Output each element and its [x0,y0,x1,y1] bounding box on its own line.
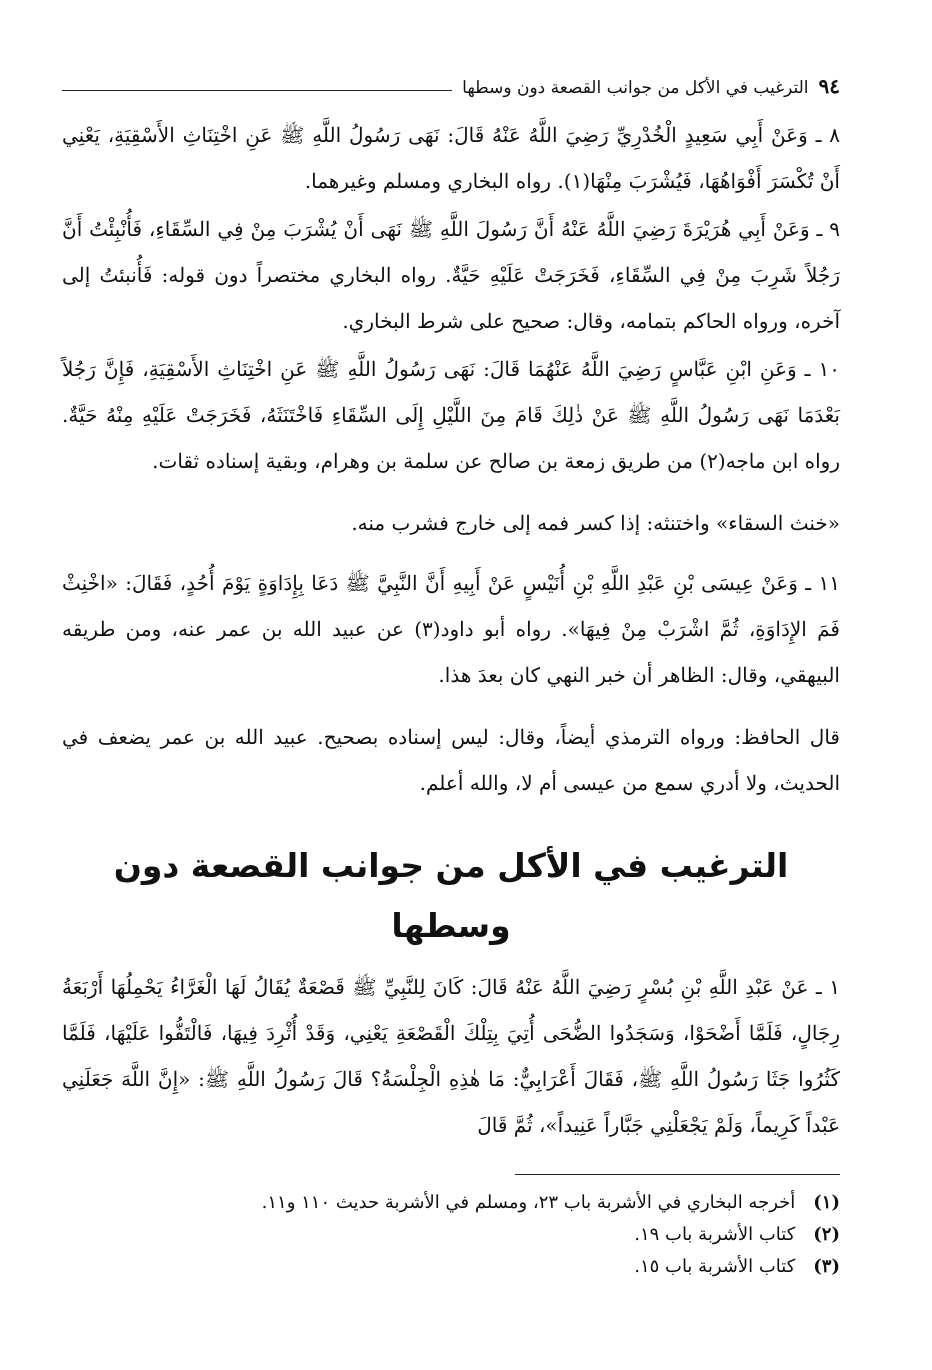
gloss-note: «خنث السقاء» واختنثه: إذا كسر فمه إلى خارج فشرب منه. [351,511,840,535]
section-hadith-1: ١ ـ عَنْ عَبْدِ اللَّهِ بْنِ بُسْرٍ رَضِيَ اللَّهُ عَنْهُ قَالَ: كَانَ لِلنَّبِيِّ ﷺ قَصْعَةٌ يُقَالُ لَهَا الْغَرَّاءُ يَحْمِلُهَا أَرْبَعَةُ رِجَالٍ، فَلَمَّا أَضْحَوْا، وَسَجَدُوا الضُّحَى أُتِيَ بِتِلْكَ الْقَصْعَةِ يَعْنِي، وَقَدْ أُثْرِدَ فِيهَا، فَالْتَفُّوا عَلَيْهَا، فَلَمَّا كَثُرُوا جَثَا رَسُولُ اللَّهِ ﷺ، فَقَالَ أَعْرَابِيٌّ: مَا هٰذِهِ الْجِلْسَةُ؟ قَالَ رَسُولُ اللَّهِ ﷺ: «إِنَّ اللَّهَ جَعَلَنِي عَبْداً كَرِيماً، وَلَمْ يَجْعَلْنِي جَبَّاراً عَنِيداً»، ثُمَّ قَالَ [62,975,840,1137]
footnote-number: (١) [813,1192,840,1213]
footnotes [62,1187,840,1283]
hadith-10: ١٠ ـ وَعَنِ ابْنِ عَبَّاسٍ رَضِيَ اللَّهُ عَنْهُمَا قَالَ: نَهَى رَسُولُ اللَّهِ ﷺ عَنِ اخْتِنَاثِ الأَسْقِيَةِ، فَإِنَّ رَجُلاً بَعْدَمَا نَهَى رَسُولُ اللَّهِ ﷺ عَنْ ذٰلِكَ قَامَ مِنَ اللَّيْلِ إِلَى السِّقَاءِ فَاخْتَنَثَهُ، فَخَرَجَتْ عَلَيْهِ مِنْهُ حَيَّةٌ. رواه ابن ماجه(٢) من طريق زمعة بن صالح عن سلمة بن وهرام، وبقية إسناده ثقات. [62,357,840,473]
footnote [62,1219,840,1251]
footnote-text: كتاب الأشربة باب ١٥. [634,1256,796,1277]
footnote-text: أخرجه البخاري في الأشربة باب ٢٣، ومسلم في الأشربة حديث ١١٠ و١١. [261,1192,796,1213]
running-title: الترغيب في الأكل من جوانب القصعة دون وسطها [462,78,809,98]
hadith-11: ١١ ـ وَعَنْ عِيسَى بْنِ عَبْدِ اللَّهِ بْنِ أُنَيْسٍ عَنْ أَبِيهِ أَنَّ النَّبِيَّ ﷺ دَعَا بِإِدَاوَةٍ يَوْمَ أُحُدٍ، فَقَالَ: «اخْنِثْ فَمَ الإِدَاوَةِ، ثُمَّ اشْرَبْ مِنْ فِيهَا». رواه أبو داود(٣) عن عبيد الله بن عمر عنه، ومن طريقه البيهقي، وقال: الظاهر أن خبر النهي كان بعدَ هذا. [62,571,840,687]
hafiz-note: قال الحافظ: ورواه الترمذي أيضاً، وقال: ليس إسناده بصحيح. عبيد الله بن عمر يضعف في الحديث، ولا أدري سمع من عيسى أم لا، والله أعلم. [62,725,840,795]
footnote-text: كتاب الأشربة باب ١٩. [634,1224,796,1245]
footnote-number: (٢) [813,1224,840,1245]
hadith-8: ٨ ـ وَعَنْ أَبِي سَعِيدٍ الْخُدْرِيِّ رَضِيَ اللَّهُ عَنْهُ قَالَ: نَهَى رَسُولُ اللَّهِ ﷺ عَنِ اخْتِنَاثِ الأَسْقِيَةِ، يَعْنِي أَنْ تُكْسَرَ أَفْوَاهُهَا، فَيُشْرَبَ مِنْهَا(١). رواه البخاري ومسلم وغيرهما. [62,123,840,193]
footnote [62,1187,840,1219]
book-page [62,60,840,1330]
header-rule [62,90,452,91]
hadith-9: ٩ ـ وَعَنْ أَبِي هُرَيْرَةَ رَضِيَ اللَّهُ عَنْهُ أَنَّ رَسُولَ اللَّهِ ﷺ نَهَى أَنْ يُشْرَبَ مِنْ فِي السِّقَاءِ، فَأُنْبِئْتُ أَنَّ رَجُلاً شَرِبَ مِنْ فِي السِّقَاءِ، فَخَرَجَتْ عَلَيْهِ حَيَّةٌ. رواه البخاري مختصراً دون قوله: فَأُنبئتُ إلى آخره، ورواه الحاكم بتمامه، وقال: صحيح على شرط البخاري. [62,217,840,333]
footnote-rule [515,1174,840,1175]
footnote [62,1251,840,1283]
section-title: الترغيب في الأكل من جوانب القصعة دون وسطها [113,846,789,945]
page-number: ٩٤ [818,74,840,98]
footnote-number: (٣) [813,1256,840,1277]
running-header [62,60,840,98]
